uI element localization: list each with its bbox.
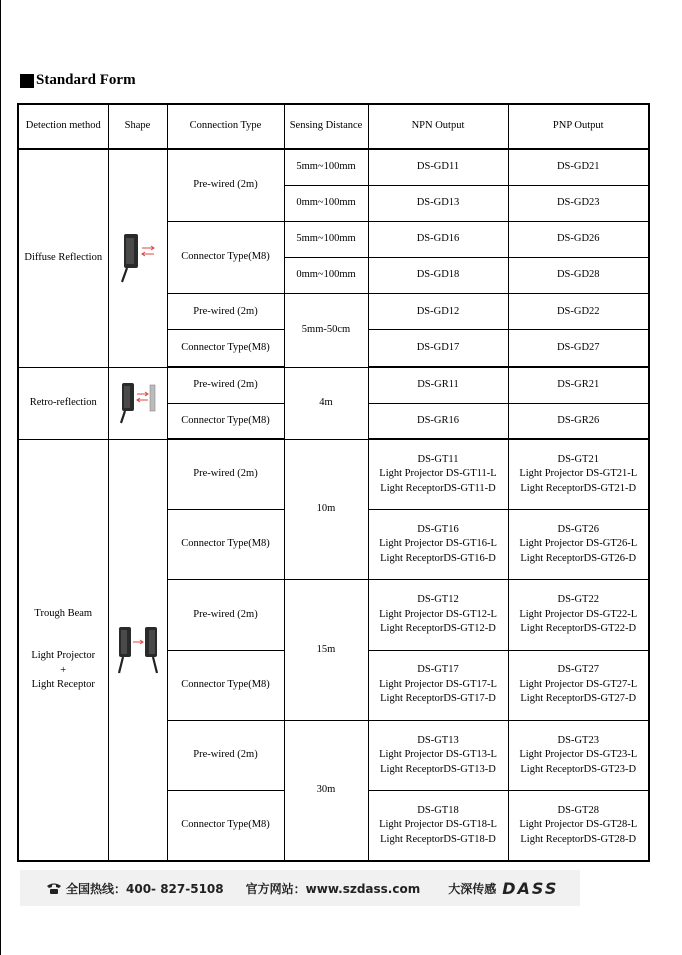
receptor-code: Light ReceptorDS-GT12-D [380,623,496,635]
projector-code: Light Projector DS-GT23-L [519,749,638,761]
pnp-model [508,439,649,509]
projector-code: Light Projector DS-GT27-L [519,678,638,690]
npn-model: DS-GD12 [368,294,508,330]
trough-beam-sensor-icon [113,623,163,677]
section-title: Standard Form [36,72,136,88]
projector-code: Light Projector DS-GT17-L [379,678,497,690]
model-code: DS-GT27 [557,664,599,676]
phone-icon [46,882,62,895]
connection-type: Connector Type(M8) [167,403,284,439]
shape-retro [108,367,167,439]
projector-code: Light Projector DS-GT21-L [519,468,638,480]
npn-model: DS-GD11 [368,149,508,185]
model-code: DS-GT28 [557,804,599,816]
method-trough-title: Trough Beam [34,607,93,619]
connection-type: Connector Type(M8) [167,791,284,861]
pnp-model [508,580,649,650]
method-diffuse: Diffuse Reflection [18,149,108,367]
connection-type: Pre-wired (2m) [167,580,284,650]
pnp-model: DS-GR26 [508,403,649,439]
projector-code: Light Projector DS-GT26-L [519,538,638,550]
table-row [18,439,649,509]
npn-model [368,791,508,861]
receptor-code: Light ReceptorDS-GT13-D [380,763,496,775]
receptor-code: Light ReceptorDS-GT27-D [520,693,637,705]
connection-type: Pre-wired (2m) [167,149,284,221]
table-row [18,367,649,403]
connection-type: Connector Type(M8) [167,650,284,720]
section-heading [20,72,136,89]
method-trough-plus: + [60,664,67,676]
method-trough-receptor: Light Receptor [31,679,95,691]
square-bullet-icon [20,74,34,88]
pnp-model: DS-GD27 [508,330,649,367]
header-shape: Shape [108,104,167,149]
npn-model [368,439,508,509]
npn-model: DS-GD17 [368,330,508,367]
projector-code: Light Projector DS-GT16-L [379,538,497,550]
npn-model: DS-GD18 [368,258,508,294]
receptor-code: Light ReceptorDS-GT23-D [520,763,637,775]
receptor-code: Light ReceptorDS-GT28-D [520,833,637,845]
pnp-model: DS-GR21 [508,367,649,403]
model-code: DS-GT22 [557,594,599,606]
model-code: DS-GT18 [417,804,459,816]
shape-trough [108,439,167,861]
website-text[interactable]: 官方网站：www.szdass.com [245,881,421,896]
npn-model: DS-GD16 [368,221,508,257]
sensing-distance: 5mm-50cm [284,294,368,367]
projector-code: Light Projector DS-GT13-L [379,749,497,761]
pnp-model: DS-GD21 [508,149,649,185]
table-row [18,149,649,185]
npn-model [368,650,508,720]
header-method: Detection method [18,104,108,149]
projector-code: Light Projector DS-GT22-L [519,608,638,620]
npn-model: DS-GR16 [368,403,508,439]
connection-type: Pre-wired (2m) [167,720,284,790]
model-code: DS-GT13 [417,734,459,746]
sensing-distance: 30m [284,720,368,861]
receptor-code: Light ReceptorDS-GT26-D [520,552,637,564]
pnp-model [508,650,649,720]
connection-type: Connector Type(M8) [167,510,284,580]
receptor-code: Light ReceptorDS-GT18-D [380,833,496,845]
projector-code: Light Projector DS-GT18-L [379,819,497,831]
model-code: DS-GT23 [557,734,599,746]
sensing-distance: 10m [284,439,368,580]
header-distance: Sensing Distance [284,104,368,149]
connection-type: Connector Type(M8) [167,330,284,367]
brand-name: 大深传感 [448,881,497,896]
diffuse-sensor-icon [118,230,158,286]
receptor-code: Light ReceptorDS-GT21-D [520,482,637,494]
pnp-model: DS-GD28 [508,258,649,294]
table-header-row [18,104,649,149]
shape-diffuse [108,149,167,367]
model-code: DS-GT21 [557,453,599,465]
footer-banner [20,870,580,906]
sensing-distance: 0mm~100mm [284,185,368,221]
header-connection: Connection Type [167,104,284,149]
pnp-model: DS-GD26 [508,221,649,257]
method-trough-projector: Light Projector [31,650,96,662]
pnp-model [508,720,649,790]
npn-model [368,510,508,580]
model-code: DS-GT12 [417,594,459,606]
retro-sensor-icon [116,379,160,427]
receptor-code: Light ReceptorDS-GT22-D [520,623,637,635]
connection-type: Pre-wired (2m) [167,439,284,509]
model-code: DS-GT11 [417,453,459,465]
sensing-distance: 5mm~100mm [284,149,368,185]
sensing-distance: 4m [284,367,368,439]
hotline-text: 全国热线：400- 827-5108 [66,881,224,896]
projector-code: Light Projector DS-GT12-L [379,608,497,620]
connection-type: Pre-wired (2m) [167,367,284,403]
header-npn: NPN Output [368,104,508,149]
receptor-code: Light ReceptorDS-GT17-D [380,693,496,705]
pnp-model: DS-GD22 [508,294,649,330]
sensing-distance: 0mm~100mm [284,258,368,294]
model-code: DS-GT26 [557,523,599,535]
method-spacer [20,621,107,649]
npn-model [368,720,508,790]
npn-model: DS-GR11 [368,367,508,403]
receptor-code: Light ReceptorDS-GT16-D [380,552,496,564]
model-code: DS-GT16 [417,523,459,535]
sensing-distance: 5mm~100mm [284,221,368,257]
pnp-model: DS-GD23 [508,185,649,221]
npn-model [368,580,508,650]
sensing-distance: 15m [284,580,368,721]
pnp-model [508,510,649,580]
projector-code: Light Projector DS-GT28-L [519,819,638,831]
connection-type: Connector Type(M8) [167,221,284,293]
spec-table [17,103,650,862]
connection-type: Pre-wired (2m) [167,294,284,330]
method-retro: Retro-reflection [18,367,108,439]
brand-logo: DASS [502,878,559,898]
page-left-rule [0,0,1,955]
model-code: DS-GT17 [417,664,459,676]
npn-model: DS-GD13 [368,185,508,221]
header-pnp: PNP Output [508,104,649,149]
pnp-model [508,791,649,861]
receptor-code: Light ReceptorDS-GT11-D [380,482,496,494]
method-trough [18,439,108,861]
projector-code: Light Projector DS-GT11-L [379,468,497,480]
